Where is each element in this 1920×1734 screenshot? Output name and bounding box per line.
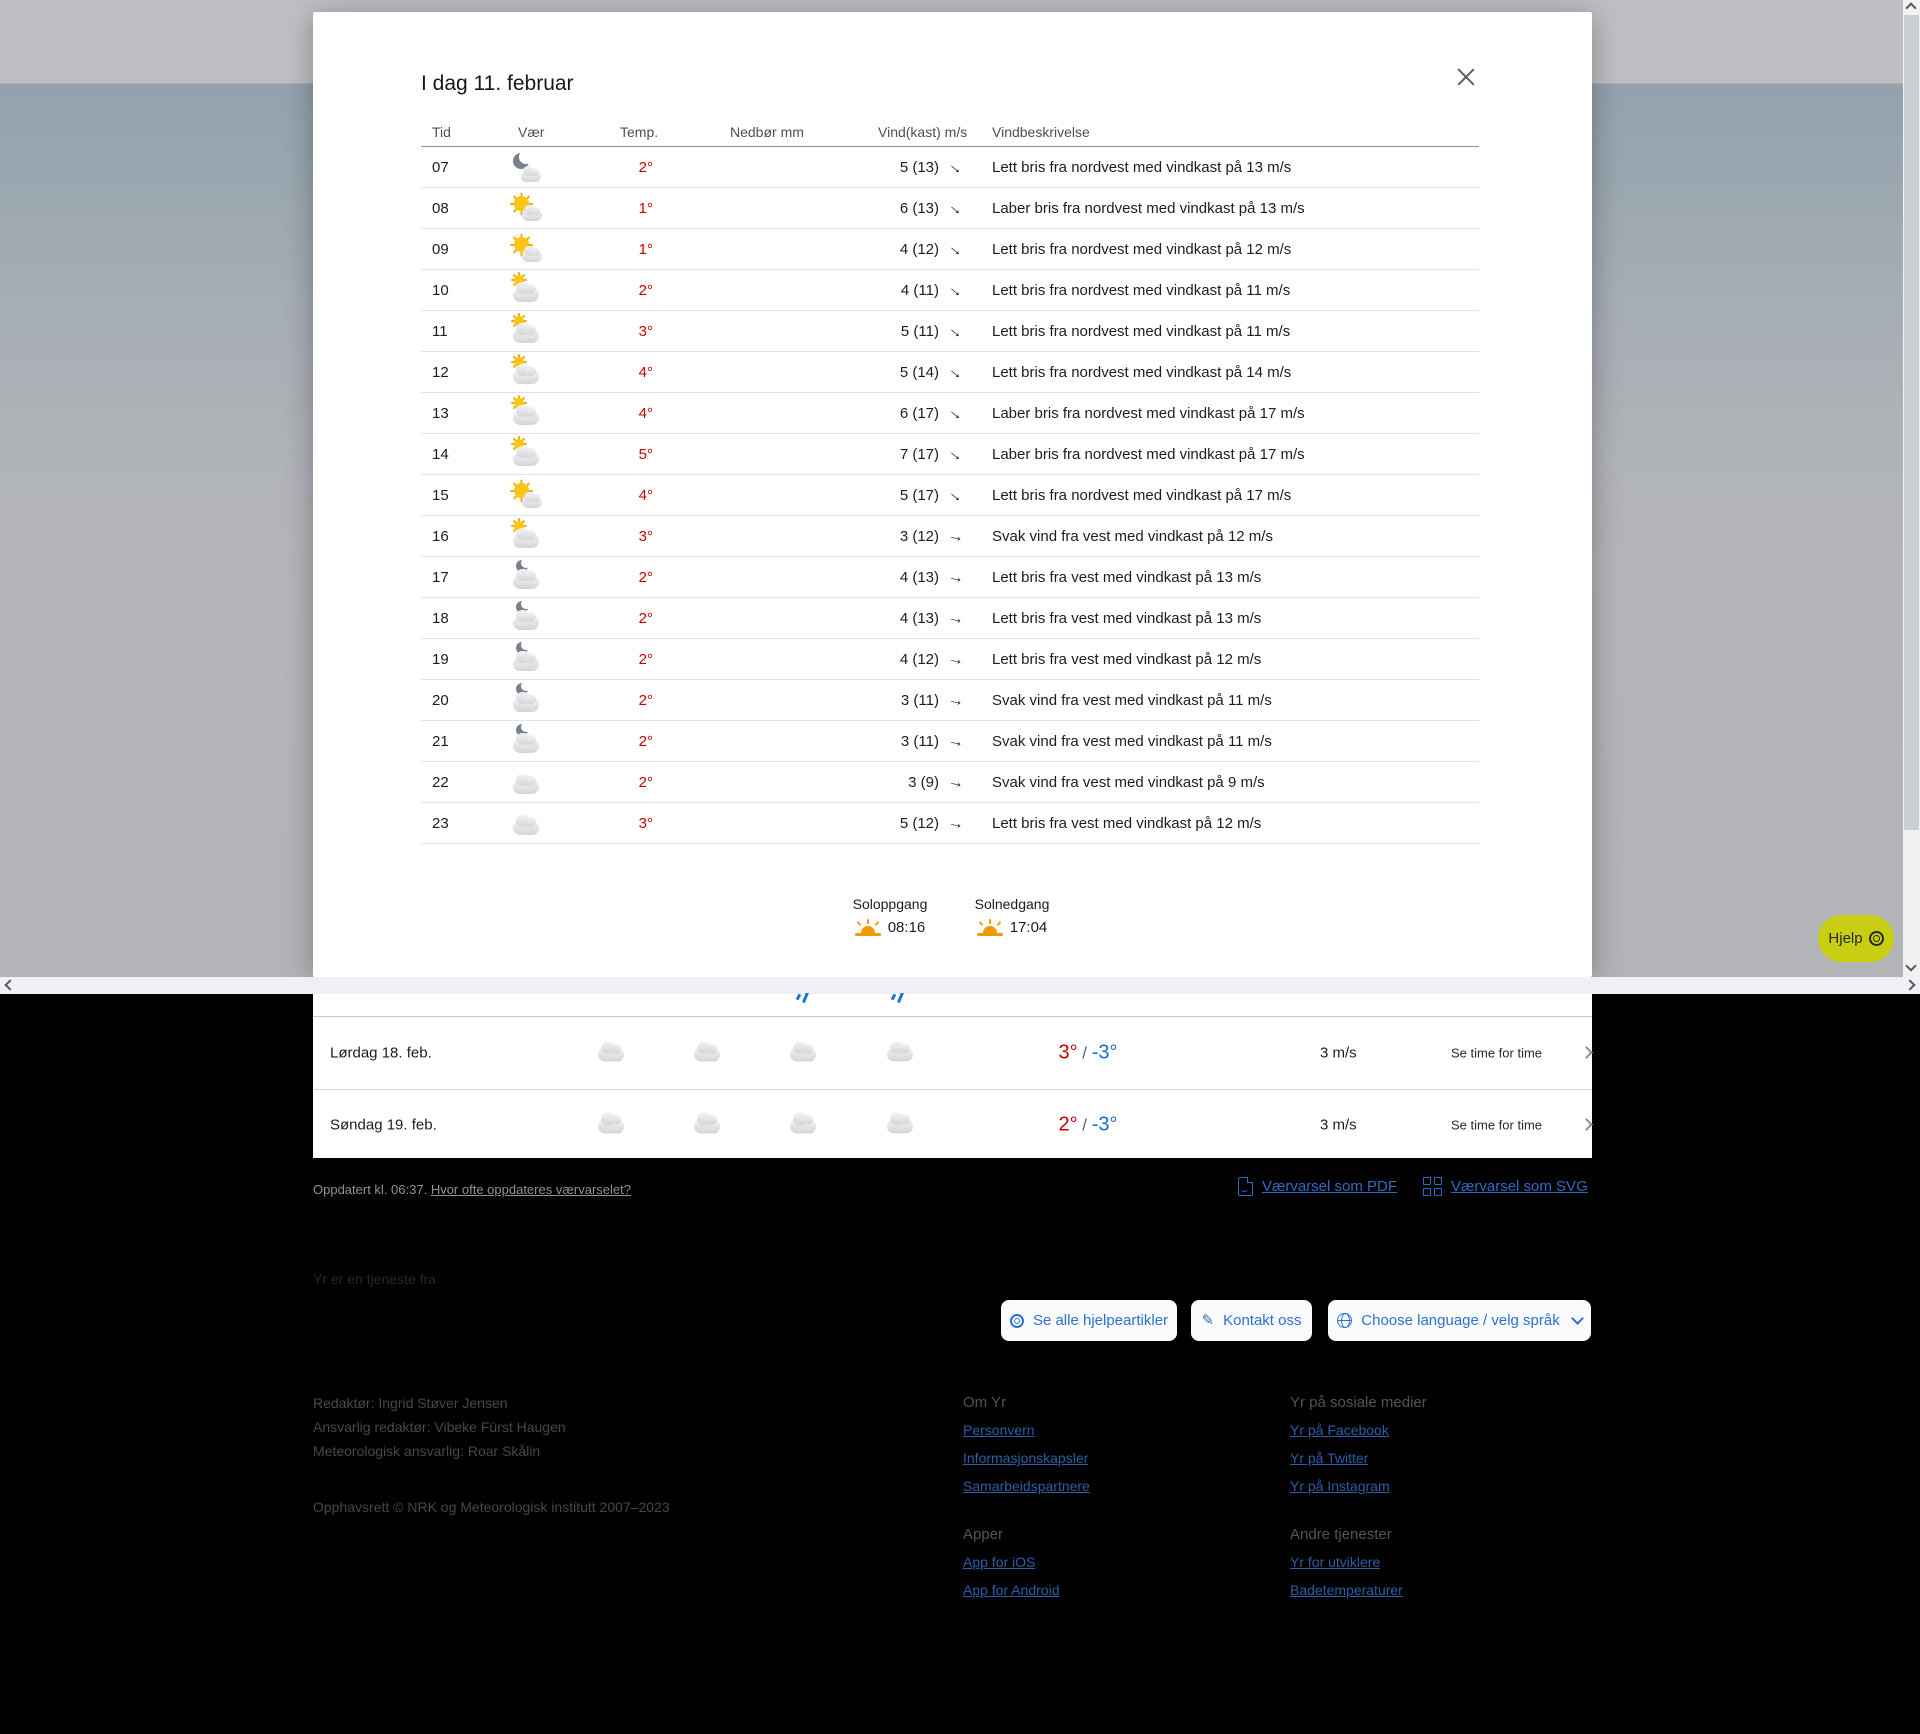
hourly-row-07	[421, 147, 1479, 188]
pdf-download-link[interactable]: Værvarsel som PDF	[1238, 1177, 1397, 1196]
partly-sunny-icon	[505, 231, 549, 269]
footer-copyright: Opphavsrett © NRK og Meteorologisk institutt 2007–2023	[313, 1499, 670, 1515]
hourly-row-12	[421, 352, 1479, 393]
wind-description: Lett bris fra nordvest med vindkast på 17 m/s	[992, 487, 1292, 504]
weather-icon-cell	[505, 723, 549, 766]
weather-icon-cell	[505, 559, 549, 602]
hour-label: 16	[432, 528, 449, 545]
wind-description: Lett bris fra nordvest med vindkast på 12 m/s	[992, 241, 1292, 258]
contact-button[interactable]: ✎ Kontakt oss	[1191, 1300, 1312, 1341]
scroll-down-icon[interactable]	[1905, 960, 1916, 971]
footer-link[interactable]: Yr på Facebook	[1290, 1422, 1389, 1438]
weekend-forecast-panel	[313, 994, 1592, 1158]
hourly-forecast-dialog	[313, 12, 1592, 977]
weather-icon-cell	[505, 600, 549, 643]
weather-icon-cell	[505, 231, 549, 274]
cloudy-icon	[879, 1032, 923, 1070]
column-header-5: Vindbeskrivelse	[992, 124, 1090, 140]
sunset-label: Solnedgang	[974, 896, 1050, 912]
weather-icon-cell	[505, 436, 549, 479]
svg-download-link[interactable]: Værvarsel som SVG	[1423, 1177, 1588, 1196]
day-label: Lørdag 18. feb.	[330, 1044, 432, 1062]
temperature-value: 3°	[638, 323, 653, 340]
sunset-time: 17:04	[1009, 919, 1048, 936]
hour-label: 11	[432, 323, 448, 340]
temperature-value: 3°	[638, 528, 653, 545]
update-frequency-link[interactable]: Hvor ofte oppdateres værvarselet?	[430, 1182, 631, 1197]
temperature-value: 4°	[638, 487, 653, 504]
cloudy-night-icon	[505, 559, 549, 597]
hour-label: 13	[432, 405, 449, 422]
wind-description: Lett bris fra nordvest med vindkast på 11 m/s	[992, 282, 1291, 299]
footer-responsible-editor-line: Ansvarlig redaktør: Vibeke Fürst Haugen	[313, 1419, 566, 1435]
period-weather-icon	[879, 1103, 923, 1146]
language-button[interactable]: Choose language / velg språk	[1328, 1300, 1591, 1341]
weather-icon-cell	[505, 477, 549, 520]
wind-value: 4 (11) →	[900, 278, 968, 303]
hourly-row-23	[421, 803, 1479, 844]
wind-description: Lett bris fra nordvest med vindkast på 13 m/s	[992, 159, 1292, 176]
weather-icon-cell	[505, 313, 549, 356]
hour-label: 10	[432, 282, 449, 299]
footer-meteorology-line: Meteorologisk ansvarlig: Roar Skålin	[313, 1443, 541, 1459]
sunset-icon	[977, 919, 1003, 936]
day-label: Søndag 19. feb.	[330, 1116, 437, 1133]
wind-direction-arrow-icon: →	[944, 237, 968, 262]
wind-description: Svak vind fra vest med vindkast på 12 m/s	[992, 528, 1273, 545]
cloudy-icon	[879, 1103, 923, 1141]
hour-label: 19	[432, 651, 449, 668]
wind-value: 4 (12) →	[899, 237, 968, 262]
partly-sunny-icon	[505, 190, 549, 228]
footer-link[interactable]: Personvern	[963, 1422, 1035, 1438]
fair-night-icon	[505, 149, 549, 187]
wind-value: 5 (12) →	[899, 813, 966, 834]
close-icon[interactable]	[1453, 64, 1479, 90]
footer-heading: Andre tjenester	[1290, 1526, 1392, 1543]
hourly-row-19	[421, 639, 1479, 680]
svg-grid-icon	[1423, 1177, 1442, 1196]
footer-link[interactable]: App for iOS	[963, 1554, 1036, 1570]
column-header-1: Vær	[518, 124, 545, 140]
cloudy-icon	[505, 805, 549, 843]
service-line: Yr er en tjeneste fra	[313, 1271, 436, 1287]
wind-direction-arrow-icon: →	[944, 196, 968, 221]
scroll-up-icon[interactable]	[1905, 2, 1916, 13]
horizontal-scrollbar[interactable]	[0, 977, 1920, 994]
sun-behind-cloud-icon	[505, 354, 549, 392]
footer-heading: Yr på sosiale medier	[1290, 1394, 1427, 1411]
hourly-row-17	[421, 557, 1479, 598]
dialog-title: I dag 11. februar	[421, 72, 574, 95]
wind-direction-arrow-icon: →	[946, 526, 966, 547]
cloudy-night-icon	[505, 682, 549, 720]
sunrise-icon	[855, 919, 881, 936]
wind-description: Svak vind fra vest med vindkast på 11 m/s	[992, 692, 1272, 709]
hour-label: 09	[432, 241, 449, 258]
wind-value: 6 (13) →	[899, 196, 968, 221]
sunrise-label: Soloppgang	[852, 896, 928, 912]
column-header-4: Vind(kast) m/s	[878, 124, 968, 140]
period-weather-icon	[590, 1103, 634, 1146]
chevron-right-icon[interactable]	[1580, 1118, 1593, 1131]
hourly-row-20	[421, 680, 1479, 721]
weather-icon-cell	[505, 805, 549, 848]
temperature-value: 5°	[638, 446, 653, 463]
temperature-value: 4°	[638, 364, 653, 381]
hourly-row-10	[421, 270, 1479, 311]
temperature-value: 2°	[638, 159, 653, 176]
wind-direction-arrow-icon: →	[944, 319, 968, 344]
wind-direction-arrow-icon: →	[946, 731, 966, 752]
scroll-right-icon[interactable]	[1904, 979, 1915, 990]
day-row-1	[313, 1016, 1592, 1090]
updated-text: Oppdatert kl. 06:37.	[313, 1182, 428, 1197]
period-weather-icon	[686, 1032, 730, 1075]
hourly-row-14	[421, 434, 1479, 475]
wind-value: 4 (13) →	[899, 608, 966, 629]
wind-direction-arrow-icon: →	[944, 442, 968, 467]
globe-icon	[1337, 1313, 1352, 1328]
weather-icon-cell	[505, 641, 549, 684]
footer-link[interactable]: Yr for utviklere	[1290, 1554, 1381, 1570]
wind-direction-arrow-icon: →	[946, 608, 966, 629]
wind-description: Lett bris fra nordvest med vindkast på 11 m/s	[992, 323, 1291, 340]
wind-value: 3 (11) →	[900, 731, 966, 752]
weather-icon-cell	[505, 764, 549, 807]
column-header-0: Tid	[432, 124, 451, 140]
wind-direction-arrow-icon: →	[944, 360, 968, 385]
wind-direction-arrow-icon: →	[946, 567, 966, 588]
temperature-value: 2°	[638, 651, 653, 668]
sun-behind-cloud-icon	[505, 313, 549, 351]
sun-behind-cloud-icon	[505, 518, 549, 556]
help-articles-button[interactable]: Se alle hjelpeartikler	[1001, 1300, 1177, 1341]
hour-label: 17	[432, 569, 449, 586]
sun-behind-cloud-icon	[505, 436, 549, 474]
wind-direction-arrow-icon: →	[944, 483, 968, 508]
hour-label: 23	[432, 815, 449, 832]
hourly-row-16	[421, 516, 1479, 557]
temperature-value: 2°	[638, 692, 653, 709]
hourly-row-22	[421, 762, 1479, 803]
wind-description: Svak vind fra vest med vindkast på 11 m/s	[992, 733, 1272, 750]
hour-label: 21	[432, 733, 449, 750]
day-temperatures: 3° / -3°	[1058, 1041, 1118, 1064]
help-button-label: Hjelp	[1828, 930, 1863, 947]
updated-status	[313, 1182, 631, 1197]
partly-sunny-icon	[505, 477, 549, 515]
wind-value: 4 (13) →	[899, 567, 966, 588]
wind-description: Lett bris fra vest med vindkast på 12 m/s	[992, 815, 1262, 832]
wind-value: 4 (12) →	[899, 649, 966, 670]
hour-label: 15	[432, 487, 449, 504]
wind-direction-arrow-icon: →	[946, 813, 966, 834]
weather-icon-cell	[505, 395, 549, 438]
period-weather-icon	[590, 1032, 634, 1075]
scroll-left-icon[interactable]	[4, 979, 15, 990]
footer-link[interactable]: Yr på Twitter	[1290, 1450, 1369, 1466]
wind-direction-arrow-icon: →	[946, 649, 966, 670]
wind-value: 5 (13) →	[899, 155, 968, 180]
footer-link[interactable]: Informasjonskapsler	[963, 1450, 1089, 1466]
sun-behind-cloud-icon	[505, 272, 549, 310]
wind-value: 3 (9) →	[908, 772, 966, 793]
temperature-value: 1°	[638, 241, 653, 258]
sunrise-time: 08:16	[887, 919, 926, 936]
wind-value: 5 (14) →	[899, 360, 968, 385]
temperature-value: 2°	[638, 774, 653, 791]
wind-description: Lett bris fra vest med vindkast på 13 m/s	[992, 610, 1262, 627]
pencil-icon: ✎	[1201, 1312, 1215, 1329]
hour-label: 18	[432, 610, 449, 627]
wind-value: 5 (11) →	[900, 319, 968, 344]
column-header-2: Temp.	[620, 124, 659, 140]
cloudy-icon	[590, 1103, 634, 1141]
wind-description: Lett bris fra vest med vindkast på 12 m/s	[992, 651, 1262, 668]
period-weather-icon	[686, 1103, 730, 1146]
hour-label: 20	[432, 692, 449, 709]
wind-description: Svak vind fra vest med vindkast på 9 m/s	[992, 774, 1265, 791]
footer-link[interactable]: Badetemperaturer	[1290, 1582, 1403, 1598]
cloudy-icon	[782, 1103, 826, 1141]
weather-icon-cell	[505, 272, 549, 315]
weather-icon-cell	[505, 682, 549, 725]
vertical-scrollbar[interactable]	[1903, 0, 1920, 977]
cloudy-icon	[505, 764, 549, 802]
cloudy-night-icon	[505, 600, 549, 638]
day-row-2	[313, 1091, 1592, 1158]
temperature-value: 1°	[638, 200, 653, 217]
hour-label: 08	[432, 200, 449, 217]
footer-link[interactable]: Yr på Instagram	[1290, 1478, 1390, 1494]
temperature-value: 2°	[638, 282, 653, 299]
temperature-value: 2°	[638, 569, 653, 586]
wind-direction-arrow-icon: →	[944, 401, 968, 426]
download-links	[1238, 1177, 1588, 1196]
wind-direction-arrow-icon: →	[946, 772, 966, 793]
day-temperatures: 2° / -3°	[1058, 1113, 1118, 1135]
day-wind: 3 m/s	[1320, 1044, 1357, 1062]
hourly-row-21	[421, 721, 1479, 762]
footer-editor-line: Redaktør: Ingrid Støver Jensen	[313, 1395, 508, 1411]
sun-behind-cloud-icon	[505, 395, 549, 433]
hour-label: 12	[432, 364, 449, 381]
weather-icon-cell	[505, 190, 549, 233]
hourly-table-header	[421, 124, 1479, 147]
day-wind: 3 m/s	[1320, 1116, 1357, 1133]
wind-direction-arrow-icon: →	[944, 155, 968, 180]
cloudy-icon	[686, 1103, 730, 1141]
lifebuoy-icon	[1869, 931, 1884, 946]
cloudy-night-icon	[505, 723, 549, 761]
hourly-row-11	[421, 311, 1479, 352]
cloudy-icon	[686, 1032, 730, 1070]
column-header-3: Nedbør mm	[730, 124, 804, 140]
chevron-down-icon	[1571, 1312, 1584, 1325]
wind-value: 7 (17) →	[899, 442, 968, 467]
clipped-row-fragment	[890, 993, 906, 1003]
hour-label: 22	[432, 774, 449, 791]
hourly-row-09	[421, 229, 1479, 270]
footer-link[interactable]: App for Android	[963, 1582, 1060, 1598]
wind-direction-arrow-icon: →	[946, 690, 966, 711]
clipped-row-fragment	[795, 993, 811, 1003]
wind-description: Laber bris fra nordvest med vindkast på 17 m/s	[992, 446, 1305, 463]
wind-description: Laber bris fra nordvest med vindkast på 13 m/s	[992, 200, 1305, 217]
weather-icon-cell	[505, 518, 549, 561]
help-button[interactable]	[1818, 915, 1894, 962]
temperature-value: 2°	[638, 610, 653, 627]
hourly-row-13	[421, 393, 1479, 434]
period-weather-icon	[782, 1032, 826, 1075]
hourly-row-18	[421, 598, 1479, 639]
wind-value: 5 (17) →	[899, 483, 968, 508]
weather-icon-cell	[505, 149, 549, 192]
chevron-right-icon[interactable]	[1580, 1046, 1593, 1059]
pdf-file-icon	[1238, 1177, 1253, 1196]
cloudy-night-icon	[505, 641, 549, 679]
sunset-block	[912, 896, 1112, 936]
wind-value: 6 (17) →	[899, 401, 968, 426]
hourly-row-08	[421, 188, 1479, 229]
temperature-value: 3°	[638, 815, 653, 832]
see-hourly-link[interactable]: Se time for time	[1451, 1045, 1543, 1061]
wind-value: 3 (11) →	[900, 690, 966, 711]
footer-link[interactable]: Samarbeidspartnere	[963, 1478, 1090, 1494]
hour-label: 07	[432, 159, 449, 176]
period-weather-icon	[879, 1032, 923, 1075]
wind-description: Lett bris fra nordvest med vindkast på 14 m/s	[992, 364, 1292, 381]
period-weather-icon	[782, 1103, 826, 1146]
temperature-value: 4°	[638, 405, 653, 422]
temperature-value: 2°	[638, 733, 653, 750]
hourly-row-15	[421, 475, 1479, 516]
cloudy-icon	[590, 1032, 634, 1070]
footer-heading: Om Yr	[963, 1394, 1007, 1411]
wind-description: Laber bris fra nordvest med vindkast på 17 m/s	[992, 405, 1305, 422]
cloudy-icon	[782, 1032, 826, 1070]
wind-description: Lett bris fra vest med vindkast på 13 m/s	[992, 569, 1262, 586]
lifebuoy-icon	[1010, 1314, 1024, 1328]
weather-icon-cell	[505, 354, 549, 397]
wind-direction-arrow-icon: →	[944, 278, 968, 303]
hour-label: 14	[432, 446, 449, 463]
vertical-scrollbar-thumb[interactable]	[1904, 15, 1919, 830]
wind-value: 3 (12) →	[899, 526, 966, 547]
footer-heading: Apper	[963, 1526, 1004, 1543]
see-hourly-link[interactable]: Se time for time	[1451, 1117, 1543, 1132]
